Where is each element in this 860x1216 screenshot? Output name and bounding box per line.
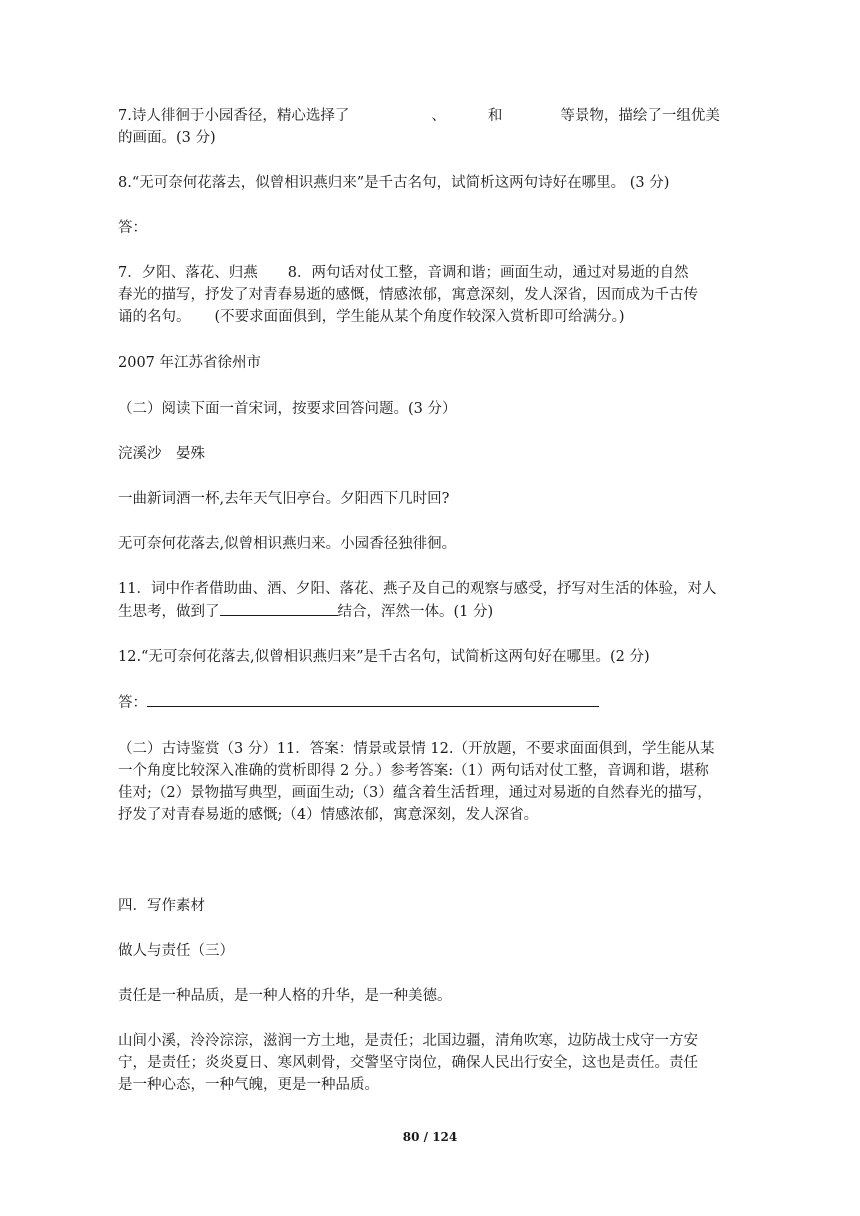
- q11-line1: 11．词中作者借助曲、酒、夕阳、落花、燕子及自己的观察与感受，抒写对生活的体验，对人: [118, 581, 717, 597]
- essay-p2-line2: 宁，是责任；炎炎夏日、寒风刺骨，交警坚守岗位，确保人民出行安全，这也是责任。责任: [118, 1055, 698, 1071]
- answers-7-8: [118, 262, 743, 328]
- q11-line2a: 生思考，做到了: [118, 604, 220, 620]
- page-number: 80 / 124: [402, 1130, 458, 1144]
- q7-sep1: 、: [431, 108, 446, 124]
- answer-line-12: [118, 691, 743, 714]
- essay-p2-line3: 是一种心态，一种气魄，更是一种品质。: [118, 1077, 379, 1093]
- source-label: 2007 年江苏省徐州市: [118, 355, 262, 371]
- section-2-intro: （二）阅读下面一首宋词，按要求回答问题。(3 分）: [118, 401, 457, 417]
- answer-label-2: 答：: [118, 695, 147, 711]
- essay-paragraph-2: [118, 1030, 743, 1096]
- answer-8-line3: 诵的名句。: [118, 309, 191, 325]
- answer-blank-11: [220, 600, 338, 616]
- essay-title: 做人与责任（三）: [118, 943, 234, 959]
- poem-line-2: 无可奈何花落去,似曾相识燕归来。小园香径独徘徊。: [118, 536, 457, 552]
- answers-line-2: 一个角度比较深入准确的赏析即得 2 分。）参考答案:（1）两句话对仗工整，音调和谐，堪称: [118, 763, 709, 779]
- answers-line-1: （二）古诗鉴赏（3 分）11．答案：情景或景情 12.（开放题，不要求面面俱到，学生能从某: [118, 741, 715, 757]
- answers-line-3: 佳对;（2）景物描写典型，画面生动;（3）蕴含着生活哲理，通过对易逝的自然春光的描写，: [118, 785, 712, 801]
- answer-label-1: 答：: [118, 220, 147, 236]
- answer-8-line2: 春光的描写，抒发了对青春易逝的感慨，情感浓郁，寓意深刻，发人深省，因而成为千古传: [118, 287, 698, 303]
- q7-prefix: 7.诗人徘徊于小园香径，精心选择了: [118, 108, 350, 124]
- q11-line2b: 结合，浑然一体。(1 分): [337, 604, 494, 620]
- q7-suffix: 等景物，描绘了一组优美: [560, 108, 720, 124]
- answer-note: (不要求面面俱到，学生能从某个角度作较深入赏析即可给满分。): [214, 309, 625, 325]
- answers-line-4: 抒发了对青春易逝的感慨;（4）情感浓郁，寓意深刻，发人深省。: [118, 807, 539, 823]
- answer-7: 7．夕阳、落花、归燕: [118, 265, 258, 281]
- q7-sep2: 和: [487, 108, 503, 124]
- essay-paragraph-1: 责任是一种品质，是一种人格的升华，是一种美德。: [118, 988, 452, 1004]
- answers-11-12: [118, 738, 743, 826]
- poem-title: 浣溪沙 晏殊: [118, 446, 205, 462]
- question-8: 8.“无可奈何花落去，似曾相识燕归来”是千古名句，试简析这两句诗好在哪里。 (3 分): [118, 175, 670, 191]
- poem-line-1: 一曲新词酒一杯,去年天气旧亭台。夕阳西下几时回?: [118, 491, 450, 507]
- section-4-title: 四．写作素材: [118, 898, 205, 914]
- essay-p2-line1: 山间小溪，泠泠淙淙，滋润一方土地，是责任；北国边疆，清角吹寒，边防战士戍守一方安: [118, 1033, 698, 1049]
- question-12: 12.“无可奈何花落去,似曾相识燕归来”是千古名句，试简析这两句好在哪里。(2 分): [118, 649, 650, 665]
- q7-line2: 的画面。(3 分): [118, 130, 216, 146]
- answer-8-start: 8．两句话对仗工整，音调和谐；画面生动，通过对易逝的自然: [287, 265, 689, 281]
- answer-blank-12: [147, 691, 599, 707]
- question-7: [118, 105, 743, 149]
- question-11: [118, 578, 743, 623]
